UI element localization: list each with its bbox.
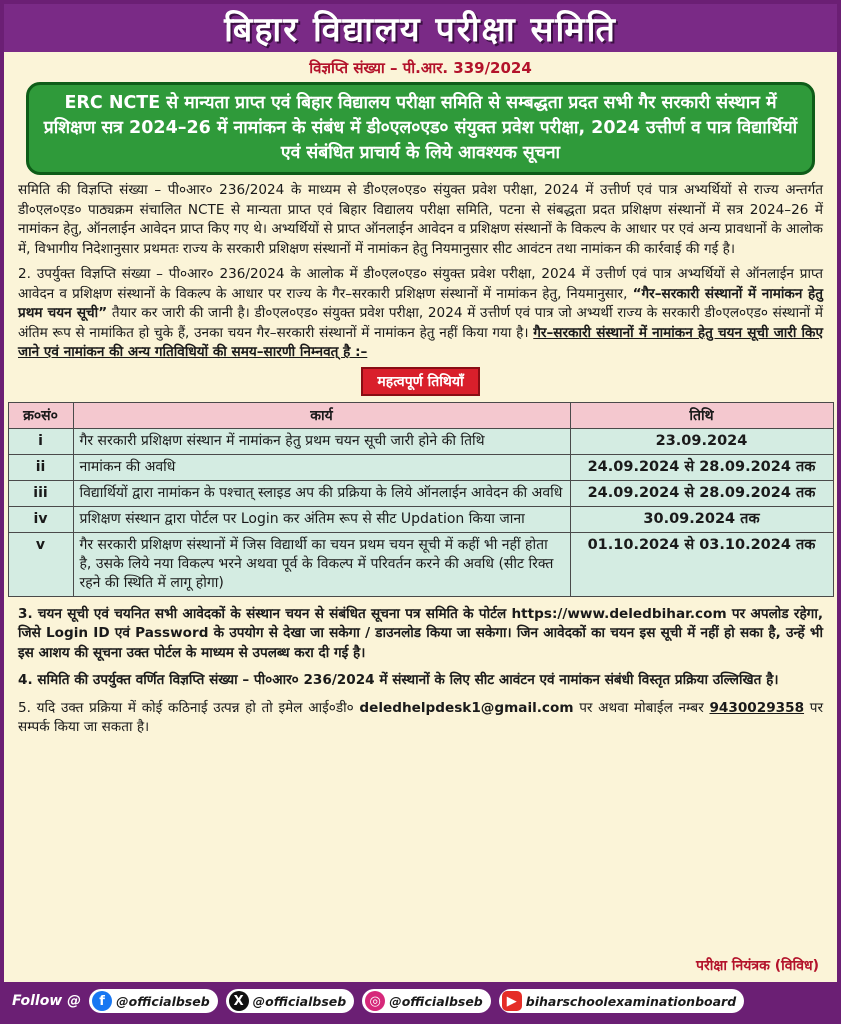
row-task: गैर सरकारी प्रशिक्षण संस्थान में नामांकन हेतु प्रथम चयन सूची जारी होने की तिथि	[73, 428, 570, 454]
table-row	[8, 428, 833, 454]
row-serial: ii	[8, 454, 73, 480]
facebook-link[interactable]	[89, 989, 218, 1013]
paragraph-2	[18, 265, 823, 363]
point-5	[18, 699, 823, 738]
row-task: विद्यार्थियों द्वारा नामांकन के पश्चात् स्लाइड अप की प्रक्रिया के लिये ऑनलाईन आवेदन की अवधि	[73, 480, 570, 506]
board-title: बिहार विद्यालय परीक्षा समिति	[224, 10, 617, 50]
row-date: 24.09.2024 से 28.09.2024 तक	[570, 454, 833, 480]
instagram-icon: ◎	[365, 991, 385, 1011]
social-bar	[4, 982, 837, 1020]
row-date: 01.10.2024 से 03.10.2024 तक	[570, 532, 833, 596]
important-dates-wrap	[4, 367, 837, 396]
row-date: 30.09.2024 तक	[570, 506, 833, 532]
x-link[interactable]	[226, 989, 355, 1013]
row-date: 23.09.2024	[570, 428, 833, 454]
table-row	[8, 506, 833, 532]
helpdesk-phone: 9430029358	[709, 699, 805, 716]
point-5-text3: पर सम्पर्क किया जा सकता है।	[18, 699, 824, 735]
paragraph-2-bold: “गैर–सरकारी संस्थानों में नामांकन हेतु प्रथम चयन सूची”	[18, 285, 823, 321]
x-icon: X	[229, 991, 249, 1011]
paragraph-1-text: समिति की विज्ञप्ति संख्या – पी०आर० 236/2024 के माध्यम से डी०एल०एड० संयुक्त प्रवेश परीक्षा, 2024 में उत्तीर्ण एवं पात्र अभ्यर्थियों से राज्य अन्तर्गत डी०एल०एड० पाठ्यक्रम संचालित NCTE से मान्यता प्राप्त एवं बिहार विद्यालय परीक्षा समिति, पटना से संबद्धता प्रदत प्रशिक्षण संस्थानों में सत्र 2024–26 में नामांकन हेतु, ऑनलाईन आवेदन प्राप्त किए गए थे। अभ्यर्थियों से प्राप्त ऑनलाईन आवेदन व प्रशिक्षण संस्थानों के विकल्प के आधार पर एवं अन्य प्रावधानों के आलोक में, विभागीय निदेशानुसार प्रथमतः राज्य के सरकारी प्रशिक्षण संस्थानों में नामांकन हेतु नियमानुसार सीट आवंटन तथा नामांकन की कार्रवाई की गई है।	[18, 182, 823, 257]
header-date: तिथि	[570, 402, 833, 428]
row-serial: i	[8, 428, 73, 454]
headline-box	[26, 82, 815, 175]
headline-text: ERC NCTE से मान्यता प्राप्त एवं बिहार विद्यालय परीक्षा समिति से सम्बद्धता प्रदत सभी गैर सरकारी संस्थान में प्रशिक्षण सत्र 2024–26 में नामांकन के संबंध में डी०एल०एड० संयुक्त प्रवेश परीक्षा, 2024 उत्तीर्ण व पात्र विद्यार्थियों एवं संबंधित प्राचार्य के लिये आवश्यक सूचना	[43, 93, 798, 163]
facebook-icon: f	[92, 991, 112, 1011]
row-serial: iv	[8, 506, 73, 532]
row-serial: iii	[8, 480, 73, 506]
important-dates-label: महत्वपूर्ण तिथियाँ	[361, 367, 479, 396]
paragraph-1	[18, 181, 823, 259]
row-task: प्रशिक्षण संस्थान द्वारा पोर्टल पर Login कर अंतिम रूप से सीट Updation किया जाना	[73, 506, 570, 532]
point-4: 4. समिति की उपर्युक्त वर्णित विज्ञप्ति संख्या – पी०आर० 236/2024 में संस्थानों के लिए सीट आवंटन एवं नामांकन संबंधी विस्तृत प्रक्रिया उल्लिखित है।	[18, 672, 779, 688]
table-row	[8, 480, 833, 506]
row-task: नामांकन की अवधि	[73, 454, 570, 480]
paragraph-2-part1: उपर्युक्त विज्ञप्ति संख्या – पी०आर० 236/2024 के आलोक में डी०एल०एड० संयुक्त प्रवेश परीक्षा, 2024 में उत्तीर्ण एवं पात्र अभ्यर्थियों से ऑनलाईन प्राप्त आवेदन व प्रशिक्षण संस्थानों के विकल्प के आधार पर राज्य के गैर–सरकारी प्रशिक्षण संस्थानों में नामांकन हेतु, नियमानुसार,	[18, 266, 823, 302]
facebook-handle: @officialbseb	[116, 993, 210, 1009]
signature: परीक्षा नियंत्रक (विविध)	[696, 958, 819, 974]
table-header-row	[8, 402, 833, 428]
youtube-icon: ▶	[502, 991, 522, 1011]
header-banner	[4, 4, 837, 52]
helpdesk-email-link[interactable]: deledhelpdesk1@gmail.com	[359, 699, 574, 716]
table-row	[8, 532, 833, 596]
paragraph-2-underline: गैर–सरकारी संस्थानों में नामांकन हेतु चयन सूची जारी किए जाने एवं नामांकन की अन्य गतिविधियों की समय–सारणी निम्नवत् है :–	[18, 324, 823, 360]
point-5-text1: 5. यदि उक्त प्रक्रिया में कोई कठिनाई उत्पन्न हो तो इमेल आई०डी०	[18, 699, 354, 716]
point-5-text2: पर अथवा मोबाईल नम्बर	[579, 699, 704, 716]
instagram-handle: @officialbseb	[389, 993, 483, 1009]
instagram-link[interactable]	[362, 989, 491, 1013]
row-date: 24.09.2024 से 28.09.2024 तक	[570, 480, 833, 506]
point-3: 3. चयन सूची एवं चयनित सभी आवेदकों के संस्थान चयन से संबंधित सूचना पत्र समिति के पोर्टल https://www.deledbihar.com पर अपलोड रहेगा, जिसे Login ID एवं Password के उपयोग से देखा जा सकेगा / डाउनलोड किया जा सकेगा। जिन आवेदकों का चयन इस सूची में नहीं हो सका है, उन्हें भी इस आशय की सूचना उक्त पोर्टल के माध्यम से उपलब्ध करा दी गई है।	[18, 605, 823, 661]
notice-number: विज्ञप्ति संख्या – पी.आर. 339/2024	[309, 59, 532, 77]
header-task: कार्य	[73, 402, 570, 428]
row-serial: v	[8, 532, 73, 596]
header-serial: क्र०सं०	[8, 402, 73, 428]
table-row	[8, 454, 833, 480]
row-task: गैर सरकारी प्रशिक्षण संस्थानों में जिस विद्यार्थी का चयन प्रथम चयन सूची में कहीं भी नहीं होता है, उसके लिये नया विकल्प भरने अथवा पूर्व के विकल्प में परिवर्तन करने की अवधि (सीट रिक्त रहने की स्थिति में लागू होगा)	[73, 532, 570, 596]
paragraph-2-number: 2.	[18, 266, 31, 282]
paragraph-2-part2: तैयार कर जारी की जानी है। डी०एल०एड० संयुक्त प्रवेश परीक्षा, 2024 में उत्तीर्ण एवं पात्र जो अभ्यर्थी राज्य के सरकारी डी०एल०एड० संस्थानों में अंतिम रूप से नामांकित हो चुके हैं, उनका चयन गैर–सरकारी संस्थानों में नामांकन हेतु नहीं किया गया है।	[18, 305, 824, 341]
youtube-link[interactable]	[499, 989, 744, 1013]
youtube-handle: biharschoolexaminationboard	[525, 993, 737, 1009]
schedule-table	[8, 402, 834, 597]
follow-label: Follow @	[12, 993, 82, 1009]
x-handle: @officialbseb	[252, 993, 347, 1009]
